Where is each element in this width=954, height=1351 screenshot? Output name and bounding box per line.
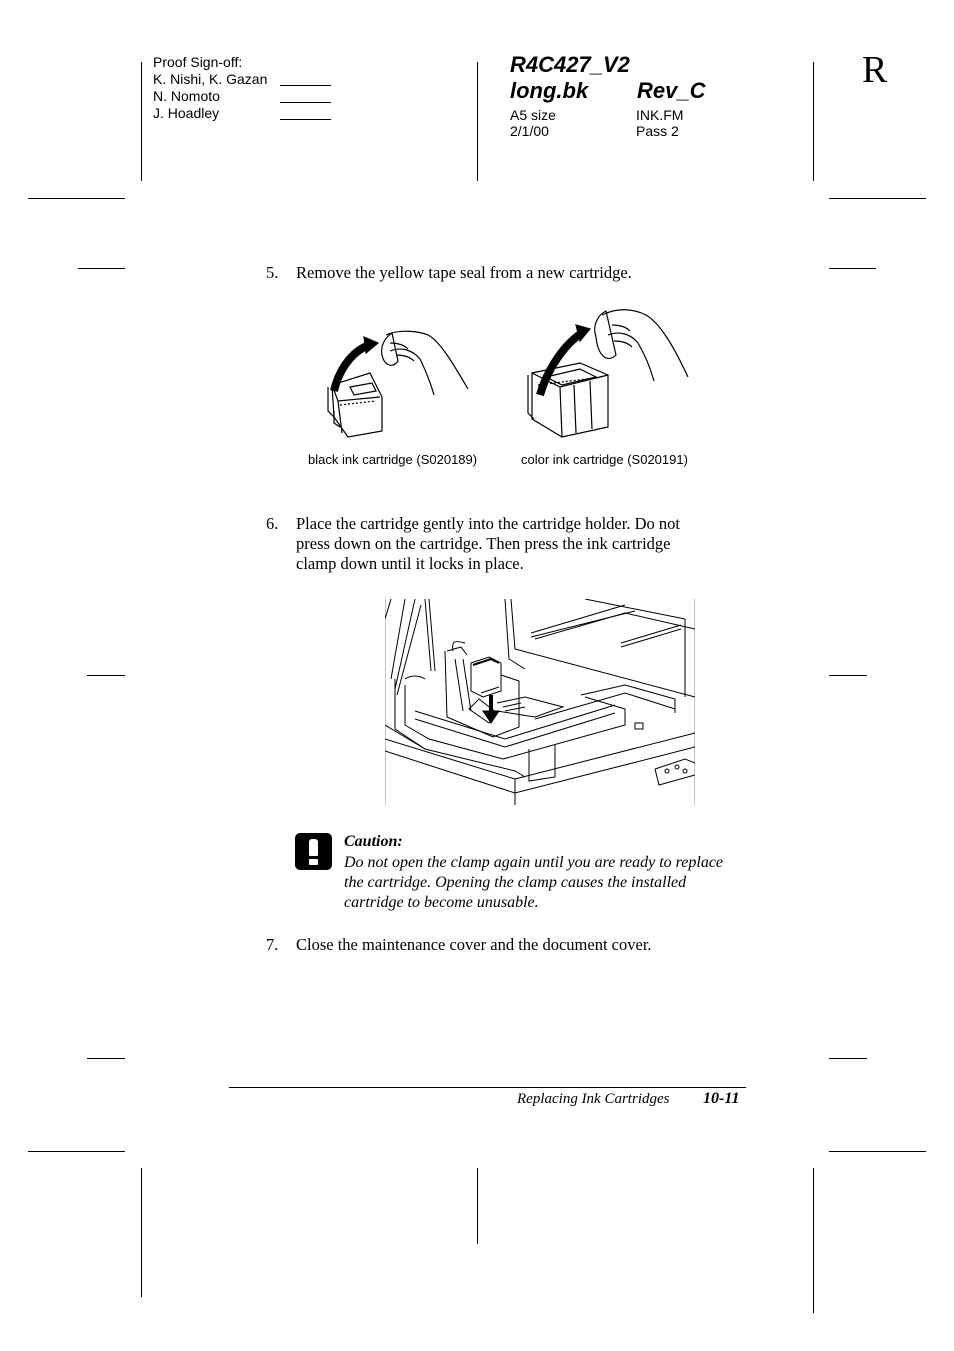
color-cartridge-illustration [522, 307, 702, 447]
footer-rule [229, 1087, 746, 1088]
caution-body [344, 853, 723, 913]
crop-mark [829, 675, 867, 676]
page-size: A5 size [510, 107, 556, 123]
step-text-line: press down on the cartridge. Then press the ink cartridge [296, 534, 671, 553]
proof-signoff [153, 54, 267, 122]
step-text: Close the maintenance cover and the document cover. [296, 935, 652, 954]
date: 2/1/00 [510, 123, 549, 139]
proof-title: Proof Sign-off: [153, 54, 243, 70]
crop-mark [141, 1168, 142, 1297]
proof-name: K. Nishi, K. Gazan [153, 71, 268, 87]
proof-name: J. Hoadley [153, 105, 220, 121]
step-number: 7. [266, 935, 279, 954]
black-cartridge-illustration [320, 325, 480, 445]
color-cartridge-caption: color ink cartridge (S020191) [521, 452, 688, 467]
exclamation-icon [295, 833, 332, 870]
crop-mark [78, 268, 125, 269]
page-number: 10-11 [703, 1090, 740, 1107]
book-name: long.bk [510, 78, 589, 103]
crop-mark [477, 1168, 478, 1244]
signature-line [280, 85, 331, 86]
proof-name: N. Nomoto [153, 88, 220, 104]
printer-cartridge-holder-illustration [385, 599, 695, 805]
caution-line: cartridge to become unusable. [344, 894, 539, 911]
crop-mark [28, 198, 125, 199]
crop-mark [87, 1058, 125, 1059]
crop-mark [829, 1151, 926, 1152]
crop-mark [829, 1058, 867, 1059]
signature-line [280, 102, 331, 103]
step-text [296, 514, 680, 574]
caution-title: Caution: [344, 833, 403, 850]
step-number: 6. [266, 514, 279, 533]
caution-line: Do not open the clamp again until you are ready to replace [344, 854, 724, 871]
crop-mark [813, 62, 814, 181]
corner-letter: R [862, 49, 888, 91]
step-text: Remove the yellow tape seal from a new cartridge. [296, 263, 632, 282]
black-cartridge-caption: black ink cartridge (S020189) [308, 452, 478, 467]
step-text-line: clamp down until it locks in place. [296, 554, 524, 573]
crop-mark [28, 1151, 125, 1152]
revision: Rev_C [637, 78, 706, 103]
crop-mark [477, 62, 478, 181]
crop-mark [141, 62, 142, 181]
step-number: 5. [266, 263, 279, 282]
caution-line: the cartridge. Opening the clamp causes the installed [344, 874, 687, 891]
doc-code: R4C427_V2 [510, 52, 630, 77]
signature-line [280, 119, 331, 120]
step-text-line: Place the cartridge gently into the cartridge holder. Do not [296, 514, 680, 533]
crop-mark [829, 198, 926, 199]
footer-section: Replacing Ink Cartridges [517, 1091, 670, 1107]
crop-mark [87, 675, 125, 676]
crop-mark [829, 268, 876, 269]
file-name: INK.FM [636, 107, 684, 123]
crop-mark [813, 1168, 814, 1313]
pass: Pass 2 [636, 123, 679, 139]
